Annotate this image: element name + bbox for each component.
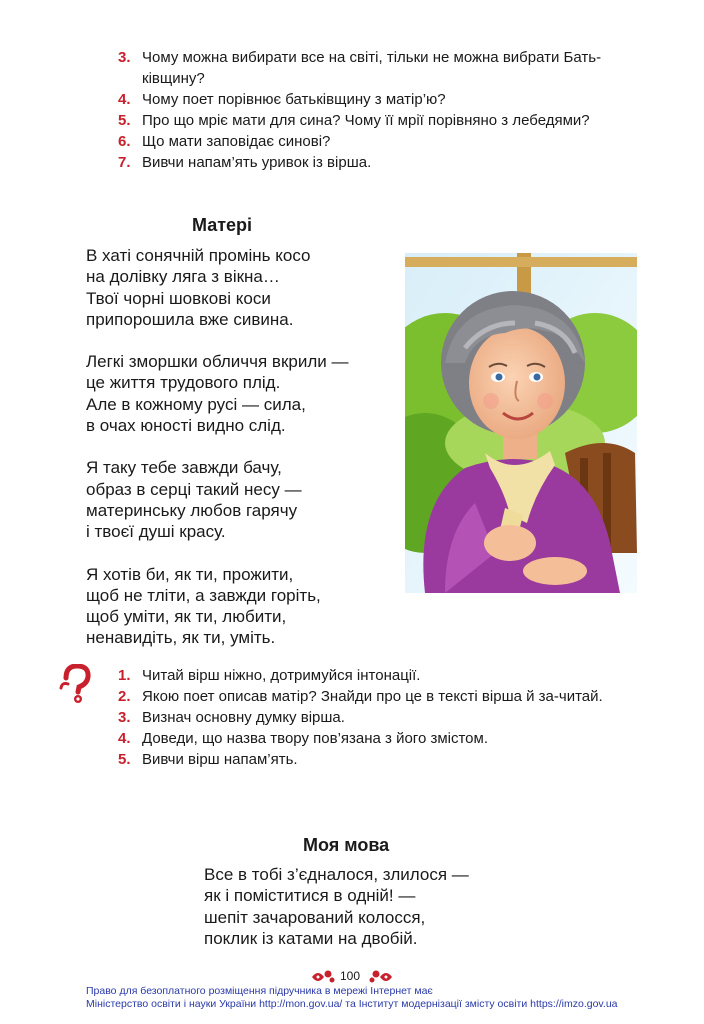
poem-line: Все в тобі з’єдналося, злилося — bbox=[204, 865, 469, 884]
poem-line: це життя трудового плід. bbox=[86, 373, 281, 393]
footer-links: Міністерство освіти і науки України http://mon.gov.ua/ та Інститут модернізації змісту освіти https://imzo.gov.ua bbox=[86, 998, 618, 1010]
question-text: Вивчи вірш напам’ять. bbox=[142, 751, 298, 768]
question-text: Чому поет порівнює батьківщину з матір’ю? bbox=[142, 91, 446, 108]
mother-illustration bbox=[405, 253, 637, 593]
poem-stanza bbox=[86, 457, 348, 542]
question-number: 4. bbox=[118, 91, 131, 108]
question-text: Про що мріє мати для сина? Чому її мрії порівняно з лебедями? bbox=[142, 112, 590, 129]
question-number: 7. bbox=[118, 154, 131, 171]
poem-line: щоб не тліти, а завжди горіть, bbox=[86, 585, 321, 605]
poem-body bbox=[86, 245, 348, 670]
poem-line: ненавидіть, як ти, уміть. bbox=[86, 628, 276, 648]
poem-stanza bbox=[86, 351, 348, 436]
question-item bbox=[118, 728, 658, 749]
poem-line: щоб уміти, як ти, любити, bbox=[86, 607, 287, 627]
question-text: Що мати заповідає синові? bbox=[142, 133, 331, 150]
poem-line: в очах юності видно слід. bbox=[86, 416, 286, 436]
poem-stanza bbox=[86, 564, 348, 649]
poem-line: Я таку тебе завжди бачу, bbox=[86, 458, 282, 478]
question-item bbox=[118, 131, 658, 152]
poem-line: шепіт зачарований колосся, bbox=[204, 907, 426, 927]
question-item bbox=[118, 665, 658, 686]
question-text: Визнач основну думку вірша. bbox=[142, 709, 345, 726]
poem-line: Але в кожному русі — сила, bbox=[86, 394, 306, 414]
poem-line: Я хотів би, як ти, прожити, bbox=[86, 564, 294, 584]
poem-line: припорошила вже сивина. bbox=[86, 309, 294, 329]
question-number: 3. bbox=[118, 709, 131, 726]
question-item bbox=[118, 707, 658, 728]
question-number: 3. bbox=[118, 49, 131, 66]
poem-title: Матері bbox=[192, 215, 253, 235]
poem-line: материнську любов гарячу bbox=[86, 500, 298, 520]
floral-ornament-icon bbox=[368, 968, 394, 986]
question-text: Якою поет описав матір? Знайди про це в тексті вірша й за-читай. bbox=[142, 688, 603, 705]
question-number: 4. bbox=[118, 730, 131, 747]
poem-line: Легкі зморшки обличчя вкрили — bbox=[86, 352, 349, 372]
poem-title: Моя мова bbox=[303, 835, 390, 855]
page-number: 100 bbox=[340, 969, 361, 983]
poem-line: В хаті сонячній промінь косо bbox=[86, 246, 311, 265]
poem-line: і твоєї душі красу. bbox=[86, 522, 226, 542]
question-text: Читай вірш ніжно, дотримуйся інтонації. bbox=[142, 667, 421, 684]
poem-line: на долівку ляга з вікна… bbox=[86, 267, 280, 287]
question-item bbox=[118, 110, 658, 131]
floral-ornament-icon bbox=[310, 968, 336, 986]
question-text: Чому можна вибирати все на світі, тільки не можна вибрати Бать-ківщину? bbox=[142, 49, 602, 87]
poem-line: Твої чорні шовкові коси bbox=[86, 288, 271, 308]
questions-top-list bbox=[118, 47, 658, 173]
footer-notice: Право для безоплатного розміщення підручника в мережі Інтернет має bbox=[86, 985, 433, 997]
questions-bottom-list bbox=[118, 665, 658, 770]
question-number: 5. bbox=[118, 751, 131, 768]
question-number: 5. bbox=[118, 112, 131, 129]
question-item bbox=[118, 47, 658, 89]
poem-line: як і поміститися в одній! — bbox=[204, 886, 416, 906]
question-item bbox=[118, 686, 658, 707]
poem-stanza bbox=[86, 245, 348, 330]
question-text: Вивчи напам’ять уривок із вірша. bbox=[142, 154, 372, 171]
question-text: Доведи, що назва твору пов’язана з його змістом. bbox=[142, 730, 488, 747]
poem-line: поклик із катами на двобій. bbox=[204, 928, 418, 948]
question-item bbox=[118, 152, 658, 173]
question-mark-icon bbox=[58, 664, 94, 704]
question-number: 6. bbox=[118, 133, 131, 150]
question-item bbox=[118, 89, 658, 110]
question-number: 1. bbox=[118, 667, 131, 684]
poem-body bbox=[204, 864, 469, 949]
question-number: 2. bbox=[118, 688, 131, 705]
question-item bbox=[118, 749, 658, 770]
poem-line: образ в серці такий несу — bbox=[86, 479, 302, 499]
